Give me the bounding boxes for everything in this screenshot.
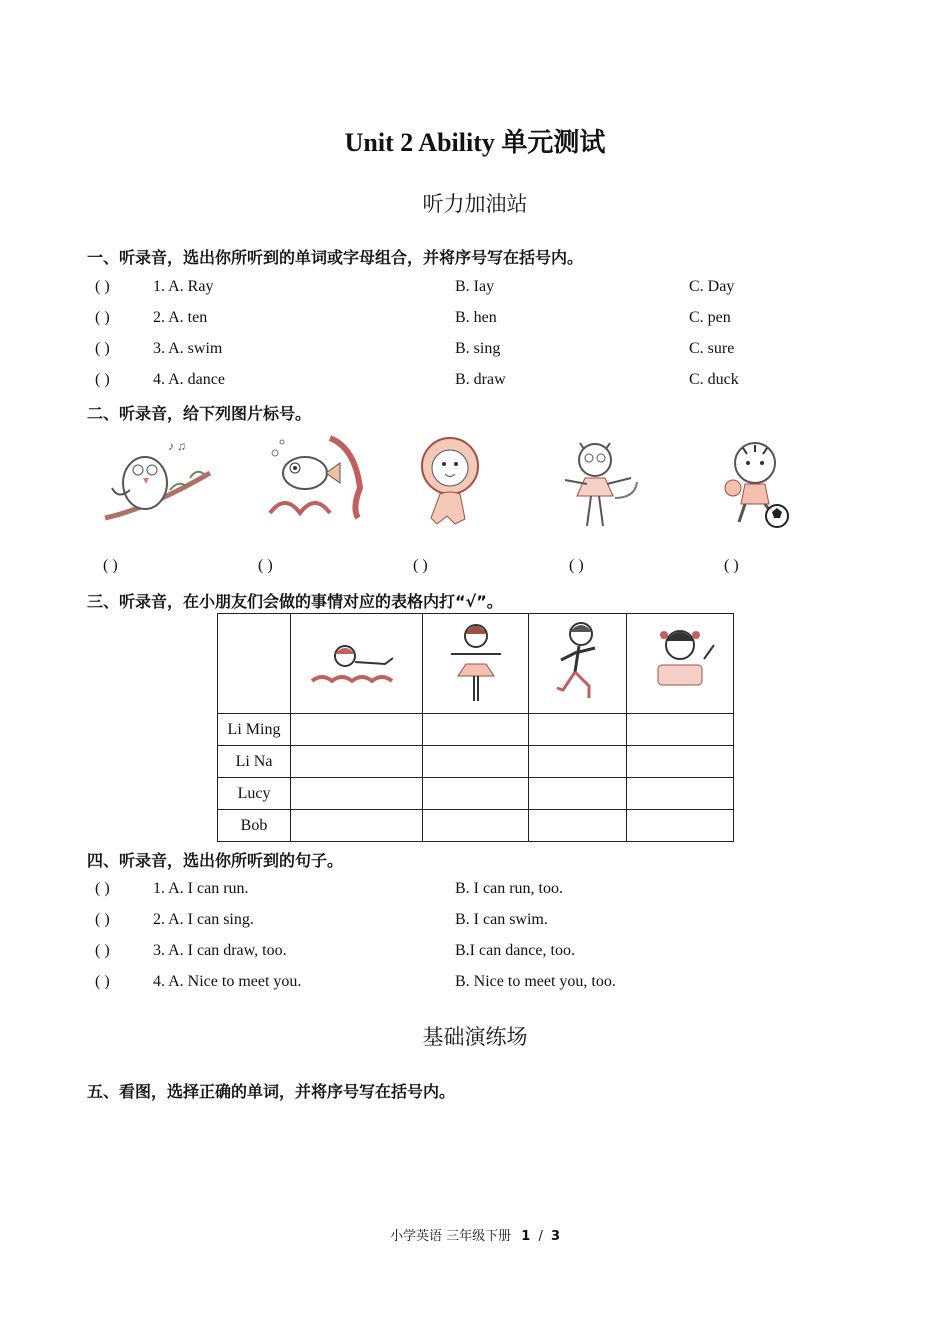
option-c: C. Day	[689, 278, 735, 295]
option-a: 1. A. I can run.	[153, 880, 249, 897]
answer-paren[interactable]: ( )	[95, 371, 110, 388]
row-name: Bob	[218, 810, 291, 842]
tick-cell[interactable]	[529, 778, 627, 810]
tick-cell[interactable]	[529, 714, 627, 746]
option-a: 1. A. Ray	[153, 278, 214, 295]
option-b: B. draw	[455, 371, 506, 388]
swimming-header	[291, 614, 423, 714]
tick-cell[interactable]	[423, 810, 529, 842]
tick-cell[interactable]	[627, 746, 734, 778]
answer-paren[interactable]: ( )	[95, 911, 110, 928]
lion-running-picture	[405, 428, 525, 538]
option-c: C. sure	[689, 340, 735, 357]
part2-title: 基础演练场	[422, 1025, 528, 1049]
option-a: 4. A. Nice to meet you.	[153, 973, 302, 990]
tick-cell[interactable]	[529, 746, 627, 778]
option-a: 3. A. I can draw, too.	[153, 942, 287, 959]
tick-cell[interactable]	[627, 810, 734, 842]
swimming-child-icon	[307, 626, 407, 696]
sec4-item	[95, 911, 855, 935]
page-total: 3	[550, 1229, 561, 1244]
drawing-girl-icon	[640, 621, 720, 701]
option-a: 2. A. I can sing.	[153, 911, 254, 928]
answer-paren[interactable]: ( )	[95, 340, 110, 357]
section3-heading: 三、听录音，在小朋友们会做的事情对应的表格内打“√”。	[87, 592, 503, 611]
sec4-item	[95, 880, 855, 904]
table-corner	[218, 614, 291, 714]
option-b: B. sing	[455, 340, 501, 357]
option-a: 4. A. dance	[153, 371, 225, 388]
picture-paren[interactable]: ( )	[103, 557, 118, 574]
part1-title: 听力加油站	[422, 192, 528, 216]
option-a: 2. A. ten	[153, 309, 208, 326]
tick-cell[interactable]	[291, 810, 423, 842]
answer-paren[interactable]: ( )	[95, 942, 110, 959]
row-name: Li Na	[218, 746, 291, 778]
tick-cell[interactable]	[423, 746, 529, 778]
cat-dancing-picture	[555, 428, 675, 538]
tick-cell[interactable]	[627, 778, 734, 810]
section4-heading: 四、听录音，选出你所听到的句子。	[87, 851, 344, 870]
option-c: C. pen	[689, 309, 731, 326]
running-header	[529, 614, 627, 714]
sec4-item	[95, 973, 855, 997]
answer-paren[interactable]: ( )	[95, 973, 110, 990]
picture-paren[interactable]: ( )	[724, 557, 739, 574]
tick-cell[interactable]	[423, 714, 529, 746]
sec1-item	[95, 371, 855, 395]
option-c: C. duck	[689, 371, 739, 388]
section2-heading: 二、听录音，给下列图片标号。	[87, 404, 312, 423]
page-number: 1	[521, 1229, 531, 1244]
dancing-girl-icon	[441, 616, 511, 706]
section1-heading: 一、听录音，选出你所听到的单词或字母组合，并将序号写在括号内。	[87, 248, 584, 267]
sec1-item	[95, 309, 855, 333]
ability-table	[217, 613, 734, 842]
option-b: B. Iay	[455, 278, 495, 295]
svg-text:♪ ♫: ♪ ♫	[168, 439, 186, 453]
dancing-header	[423, 614, 529, 714]
footer-text: 小学英语 三年级下册	[389, 1229, 512, 1244]
tick-cell[interactable]	[423, 778, 529, 810]
option-a: 3. A. swim	[153, 340, 223, 357]
tick-cell[interactable]	[291, 746, 423, 778]
running-boy-icon	[543, 616, 613, 706]
row-name: Li Ming	[218, 714, 291, 746]
option-b: B. hen	[455, 309, 497, 326]
sec1-item	[95, 340, 855, 364]
bird-singing-picture	[100, 428, 220, 538]
answer-paren[interactable]: ( )	[95, 278, 110, 295]
picture-paren[interactable]: ( )	[413, 557, 428, 574]
option-b: B.I can dance, too.	[455, 942, 575, 959]
option-b: B. I can swim.	[455, 911, 548, 928]
page-title: Unit 2 Ability 单元测试	[344, 128, 606, 157]
tiger-football-picture	[715, 428, 835, 538]
tick-cell[interactable]	[291, 778, 423, 810]
sec1-item	[95, 278, 855, 302]
row-name: Lucy	[218, 778, 291, 810]
tick-cell[interactable]	[529, 810, 627, 842]
page-footer	[0, 1225, 950, 1244]
option-b: B. Nice to meet you, too.	[455, 973, 616, 990]
picture-paren[interactable]: ( )	[569, 557, 584, 574]
sec4-item	[95, 942, 855, 966]
fish-swimming-picture	[260, 428, 380, 538]
section5-heading: 五、看图，选择正确的单词，并将序号写在括号内。	[87, 1082, 456, 1101]
drawing-header	[627, 614, 734, 714]
tick-cell[interactable]	[627, 714, 734, 746]
answer-paren[interactable]: ( )	[95, 309, 110, 326]
answer-paren[interactable]: ( )	[95, 880, 110, 897]
option-b: B. I can run, too.	[455, 880, 563, 897]
page-separator: /	[538, 1229, 543, 1244]
tick-cell[interactable]	[291, 714, 423, 746]
picture-paren[interactable]: ( )	[258, 557, 273, 574]
